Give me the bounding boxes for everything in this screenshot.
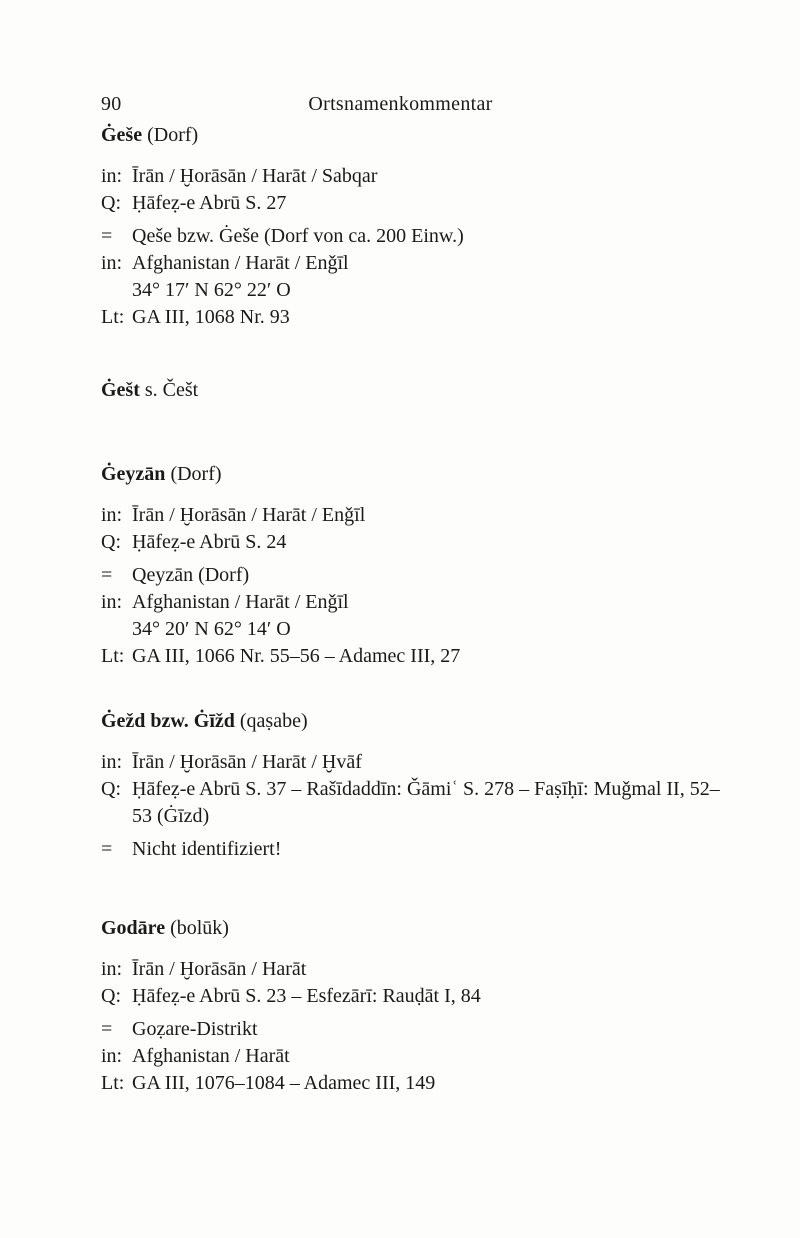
line-text: 53 (Ġīzd) — [132, 805, 210, 827]
entry-line — [101, 502, 723, 529]
entry-type: (Dorf) — [142, 124, 199, 146]
entry-line — [101, 1043, 723, 1070]
entry-line — [101, 983, 723, 1010]
entry-type: (qaṣabe) — [234, 710, 308, 732]
entry-name: Ġešt — [101, 379, 140, 401]
line-text: 34° 17′ N 62° 22′ O — [132, 279, 291, 301]
running-title: Ortsnamenkommentar — [308, 93, 493, 115]
line-label: Q: — [101, 985, 121, 1007]
line-text: GA III, 1076–1084 – Adamec III, 149 — [132, 1072, 436, 1094]
line-label — [101, 616, 132, 643]
entry-name: Godāre — [101, 917, 166, 939]
entry-type: (bolūk) — [165, 917, 229, 939]
line-text: Ḥāfeẓ-e Abrū S. 27 — [132, 192, 287, 214]
entry-line — [101, 190, 723, 217]
line-label: in: — [101, 1045, 123, 1067]
line-label: Lt: — [101, 1072, 125, 1094]
entry-line — [101, 776, 723, 803]
line-text: 34° 20′ N 62° 14′ O — [132, 618, 291, 640]
line-text: Ḥāfeẓ-e Abrū S. 24 — [132, 531, 287, 553]
entry-line — [101, 277, 723, 304]
line-text: Afghanistan / Harāt — [132, 1045, 290, 1067]
entry-line — [101, 223, 723, 250]
entry-line — [101, 529, 723, 556]
entry-line — [101, 836, 723, 863]
entry-line — [101, 1016, 723, 1043]
entry-line — [101, 749, 723, 776]
entry-gezd — [101, 707, 723, 863]
entry-line — [101, 304, 723, 331]
line-label — [101, 277, 132, 304]
entry-title — [101, 121, 723, 149]
entry-line — [101, 589, 723, 616]
line-text: GA III, 1066 Nr. 55–56 – Adamec III, 27 — [132, 645, 461, 667]
line-text: Īrān / Ḫorāsān / Harāt / Ḫvāf — [132, 751, 362, 773]
line-label: in: — [101, 252, 123, 274]
entry-title — [101, 707, 723, 735]
line-text: Ḥāfeẓ-e Abrū S. 23 – Esfezārī: Rauḍāt I, 84 — [132, 985, 481, 1007]
line-label: Q: — [101, 192, 121, 214]
line-text: Qeyzān (Dorf) — [132, 564, 250, 586]
line-label: in: — [101, 751, 123, 773]
entry-title — [101, 914, 723, 942]
line-label: in: — [101, 165, 123, 187]
line-label — [101, 803, 132, 830]
line-text: Afghanistan / Harāt / Enǧīl — [132, 591, 349, 613]
entry-gest — [101, 376, 723, 418]
line-label: Lt: — [101, 645, 125, 667]
entry-name: Ġežd bzw. Ġīžd — [101, 710, 235, 732]
line-label: Lt: — [101, 306, 125, 328]
line-label: = — [101, 838, 113, 860]
line-label: = — [101, 1018, 113, 1040]
entry-title — [101, 460, 723, 488]
entry-line — [101, 956, 723, 983]
line-label: in: — [101, 591, 123, 613]
line-text: Īrān / Ḫorāsān / Harāt / Sabqar — [132, 165, 378, 187]
entry-name: Ġeyzān — [101, 463, 166, 485]
entry-line — [101, 616, 723, 643]
line-text: Goẓare-Distrikt — [132, 1018, 258, 1040]
entry-godare — [101, 914, 723, 1097]
entry-line — [101, 1070, 723, 1097]
entry-line — [101, 803, 723, 830]
entry-line — [101, 163, 723, 190]
entry-gese — [101, 121, 723, 331]
entry-line — [101, 643, 723, 670]
line-text: Nicht identifiziert! — [132, 838, 282, 860]
entry-geyzan — [101, 460, 723, 670]
entry-line — [101, 562, 723, 589]
line-label: Q: — [101, 531, 121, 553]
line-text: Afghanistan / Harāt / Enǧīl — [132, 252, 349, 274]
entry-name: Ġeše — [101, 124, 143, 146]
entry-crossref: s. Češt — [139, 379, 199, 401]
line-text: Īrān / Ḫorāsān / Harāt / Enǧīl — [132, 504, 366, 526]
line-text: Qeše bzw. Ġeše (Dorf von ca. 200 Einw.) — [132, 225, 464, 247]
line-label: in: — [101, 504, 123, 526]
line-label: Q: — [101, 778, 121, 800]
entry-line — [101, 250, 723, 277]
line-text: Īrān / Ḫorāsān / Harāt — [132, 958, 307, 980]
line-label: in: — [101, 958, 123, 980]
line-label: = — [101, 564, 113, 586]
entry-type: (Dorf) — [165, 463, 222, 485]
page-number: 90 — [101, 93, 122, 115]
line-text: Ḥāfeẓ-e Abrū S. 37 – Rašīdaddīn: Ǧāmiʿ S. 278 – Faṣīḥī: Muǧmal II, 52– — [132, 778, 720, 800]
entry-title — [101, 376, 723, 404]
line-text: GA III, 1068 Nr. 93 — [132, 306, 290, 328]
line-label: = — [101, 225, 113, 247]
